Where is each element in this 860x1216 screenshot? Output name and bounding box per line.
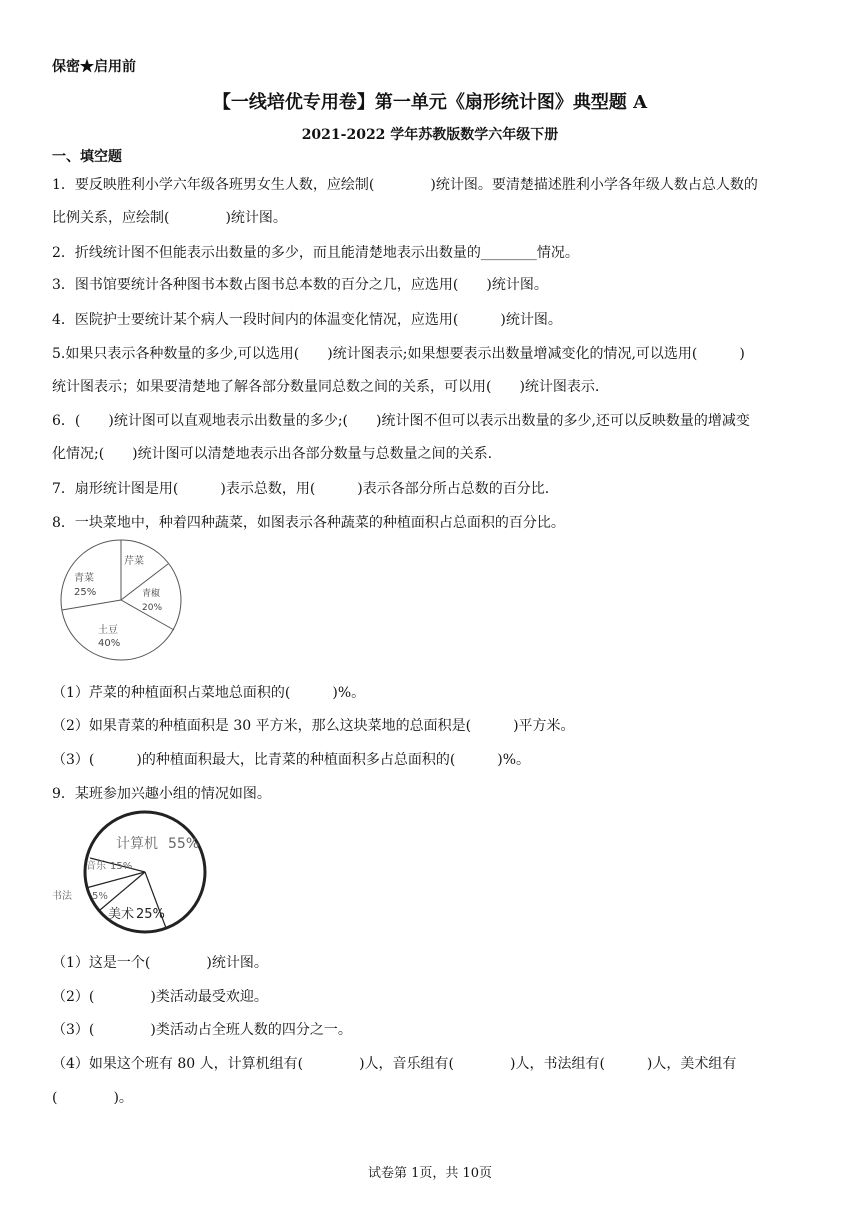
subquestion-line: （2）( )类活动最受欢迎。 xyxy=(52,989,268,1005)
question-line: 4．医院护士要统计某个病人一段时间内的体温变化情况，应选用( )统计图。 xyxy=(52,312,562,328)
question-line: 6．( )统计图可以直观地表示出数量的多少;( )统计图不但可以表示出数量的多少,还可以反映数量的增减变 xyxy=(52,413,750,429)
page-title: 【一线培优专用卷】第一单元《扇形统计图》典型题 A xyxy=(212,92,648,113)
slice-value-calligraphy: 5% xyxy=(92,891,108,902)
question-line: 3．图书馆要统计各种图书本数占图书总本数的百分之几，应选用( )统计图。 xyxy=(52,277,548,293)
question-line: 8．一块菜地中，种着四种蔬菜，如图表示各种蔬菜的种植面积占总面积的百分比。 xyxy=(52,515,565,531)
section-heading: 一、填空题 xyxy=(52,149,122,165)
slice-label-pepper: 青椒 xyxy=(142,589,161,599)
slice-value-pepper: 20% xyxy=(142,603,163,613)
slice-value-greens: 25% xyxy=(74,587,97,598)
page-subtitle: 2021-2022 学年苏教版数学六年级下册 xyxy=(301,127,559,143)
subquestion-line: （2）如果青菜的种植面积是 30 平方米，那么这块菜地的总面积是( )平方米。 xyxy=(52,718,575,734)
slice-label-potato: 土豆 xyxy=(98,625,118,636)
question-line: 7．扇形统计图是用( )表示总数，用( )表示各部分所占总数的百分比. xyxy=(52,481,550,497)
subquestion-line: （3）( )的种植面积最大，比青菜的种植面积多占总面积的( )%。 xyxy=(52,752,531,768)
confidential-label: 保密★启用前 xyxy=(52,59,136,75)
slice-label-celery: 芹菜 xyxy=(124,556,144,567)
question-line: 化情况;( )统计图可以清楚地表示出各部分数量与总数量之间的关系. xyxy=(52,446,493,462)
question-line: 9．某班参加兴趣小组的情况如图。 xyxy=(52,786,271,802)
slice-label-calligraphy: 书法 xyxy=(52,891,72,902)
subquestion-line: （1）芹菜的种植面积占菜地总面积的( )%。 xyxy=(52,685,366,701)
question-line: 比例关系，应绘制( )统计图。 xyxy=(52,210,287,226)
question-line: 1．要反映胜利小学六年级各班男女生人数，应绘制( )统计图。要清楚描述胜利小学各年级人数占总人数的 xyxy=(52,177,758,193)
subquestion-line: （4）如果这个班有 80 人，计算机组有( )人，音乐组有( )人，书法组有( )人，美术组有 xyxy=(52,1056,737,1072)
slice-label-music: 音乐 xyxy=(86,861,106,872)
interest-group-pie-chart xyxy=(50,810,220,940)
question-line: 5.如果只表示各种数量的多少,可以选用( )统计图表示;如果想要表示出数量增减变化的情况,可以选用( ) xyxy=(52,346,745,362)
slice-label-computer: 计算机 xyxy=(116,836,158,852)
subquestion-line: （1）这是一个( )统计图。 xyxy=(52,955,268,971)
question-line: 2．折线统计图不但能表示出数量的多少，而且能清楚地表示出数量的________情况。 xyxy=(52,245,579,261)
slice-value-music: 15% xyxy=(110,861,133,872)
slice-value-art: 25% xyxy=(136,907,165,922)
slice-value-computer: 55% xyxy=(168,836,200,852)
vegetable-pie-chart xyxy=(56,538,186,668)
slice-value-potato: 40% xyxy=(98,638,121,649)
page-footer: 试卷第 1页，共 10页 xyxy=(367,1166,493,1181)
slice-label-greens: 青菜 xyxy=(74,573,94,584)
subquestion-line: ( )。 xyxy=(52,1090,133,1106)
subquestion-line: （3）( )类活动占全班人数的四分之一。 xyxy=(52,1022,352,1038)
question-line: 统计图表示；如果要清楚地了解各部分数量同总数之间的关系，可以用( )统计图表示. xyxy=(52,379,600,395)
slice-label-art: 美术 xyxy=(108,907,135,922)
